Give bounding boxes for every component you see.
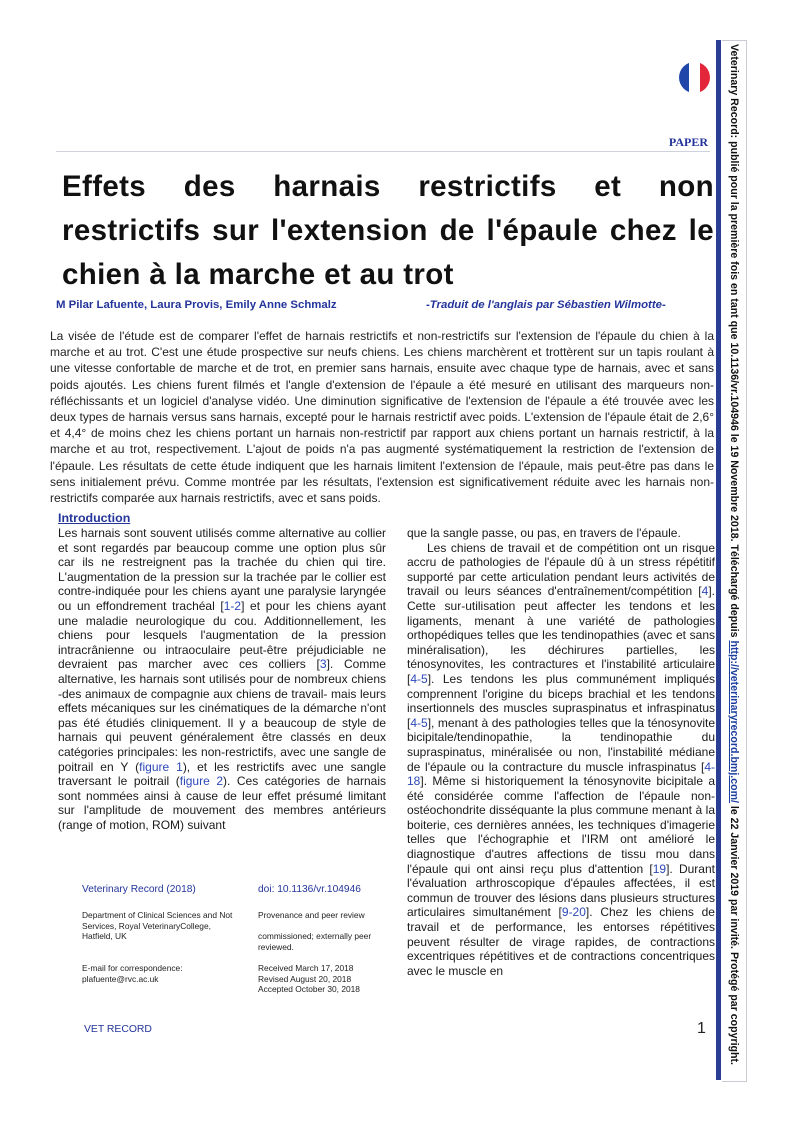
provenance-line: Provenance and peer review bbox=[258, 910, 365, 920]
text-run: ]. Comme alternative, les harnais sont utilisés pour de nombreux chiens -des animaux de compagnie aux chiens de travail- mais leurs effets mécaniques sur les cinématiques de la démarche n'ont pas été étudiés cliniquement. Il y a beaucoup de style de harnais qui peuvent généralement être classés en deux catégories principales: les non-restrictifs, avec une sangle de poitrail en Y ( bbox=[58, 657, 386, 774]
reference-link[interactable]: 4-18 bbox=[407, 759, 715, 789]
affiliation-line: Department of Clinical Sciences and Not bbox=[82, 910, 233, 920]
reference-link[interactable]: 3 bbox=[319, 657, 327, 672]
date-accepted: Accepted October 30, 2018 bbox=[258, 984, 360, 994]
header-divider bbox=[56, 151, 710, 152]
reference-link[interactable]: 19 bbox=[652, 861, 667, 876]
text-run: ]. Même si historiquement la ténosynovite bicipitale a été considérée comme l'affection de l'épaule non-ostéochondrite disséquante la plus commune menant à la boiterie, ces dernières années, les techniques d'imagerie telles que l'échographie et l'IRM ont amélioré le diagnostique d'autres affections de tissu mou dans l'épaule qui ont ainsi reçu plus d'attention [ bbox=[407, 774, 715, 876]
text-run: ]. Chez les chiens de travail et de performance, les entorses répétitives peuvent résulter de virage rapides, de contractions excentriques répétitives et de contractions concentriques avec le muscle en bbox=[407, 905, 715, 978]
body-column-right bbox=[407, 526, 715, 978]
doi[interactable]: doi: 10.1136/vr.104946 bbox=[258, 884, 361, 895]
figure-link[interactable]: figure 2 bbox=[179, 774, 223, 789]
reference-link[interactable]: 4-5 bbox=[410, 671, 428, 686]
text-run: ]. Cette sur-utilisation peut affecter les tendons et les ligaments, menant à une variété de pathologies orthopédiques telles que les tendinopathies (avec et sans minéralisation), les déchirures partielles, les ténosynovites, les contractures et l'instabilité articulaire [ bbox=[407, 584, 715, 686]
text-run: Les harnais sont souvent utilisés comme alternative au collier et sont regardés par beaucoup comme une option plus sûr car ils ne restreignent pas la trachée du chien qui tire. L'augmentation de la pression sur la trachée par le collier est contre-indiquée pour les chiens ayant une paralysie laryngée ou un effondrement trachéal [ bbox=[58, 526, 386, 613]
text-run: ] et pour les chiens ayant une maladie neurologique du cou. Additionnellement, les chiens pour lesquels l'augmentation de la pression intracrânienne ou intraoculaire peut-être préjudiciable ne devraient pas marcher avec ces colliers [ bbox=[58, 598, 386, 672]
provenance-note bbox=[258, 910, 398, 952]
paragraph bbox=[58, 526, 386, 832]
text-run: ]. Les tendons les plus communément impliqués comprennent l'origine du biceps brachial et les tendons insertionnels des muscles supraspinatus et infraspinatus [ bbox=[407, 671, 715, 730]
reference-link[interactable]: 4-5 bbox=[410, 715, 428, 730]
figure-link[interactable]: figure 1 bbox=[139, 759, 183, 774]
affiliation bbox=[82, 910, 252, 942]
journal-website-link[interactable]: http://veterinaryrecord.bmj.com/ bbox=[728, 640, 740, 803]
paragraph bbox=[407, 541, 715, 979]
text-run: ), et les restrictifs avec une sangle traversant le poitrail ( bbox=[58, 759, 386, 789]
publication-notice-text: Veterinary Record: publié pour la première fois en tant que 10.1136/vr.104946 le 19 Novembre 2018. Téléchargé depuis bbox=[728, 44, 740, 641]
reference-link[interactable]: 1-2 bbox=[223, 598, 242, 613]
text-run: ]. Durant l'évaluation arthroscopique d'épaules affectées, il est commun de trouver des lésions dans plusieurs structures articulaires simultanément [ bbox=[407, 861, 715, 920]
reference-link[interactable]: 4 bbox=[701, 584, 709, 599]
publication-notice bbox=[722, 44, 740, 1074]
correspondence bbox=[82, 963, 252, 984]
translator-credit: -Traduit de l'anglais par Sébastien Wilmotte- bbox=[426, 299, 666, 311]
manuscript-dates bbox=[258, 963, 398, 995]
french-flag-icon bbox=[679, 62, 710, 93]
text-run: ). Ces catégories de harnais sont nommées ainsi à cause de leur effet présumé limitant sur l'amplitude de mouvement des membres antérieurs (range of motion, ROM) suivant bbox=[58, 774, 386, 832]
correspondence-label: E-mail for correspondence: bbox=[82, 963, 183, 973]
text-run: Les chiens de travail et de compétition ont un risque accru de pathologies de l'épaule dû à un stress répétitif supporté par cette articulation pendant leurs activités de travail ou leurs séances d'entraînement/compétition [ bbox=[407, 540, 715, 599]
date-revised: Revised August 20, 2018 bbox=[258, 973, 352, 984]
journal-citation: Veterinary Record (2018) bbox=[82, 884, 196, 895]
section-tag: PAPER bbox=[668, 135, 708, 149]
author-list: M Pilar Lafuente, Laura Provis, Emily Anne Schmalz bbox=[56, 299, 337, 311]
body-column-left bbox=[58, 526, 386, 832]
affiliation-line: Services, Royal VeterinaryCollege, bbox=[82, 920, 211, 931]
page-number: 1 bbox=[697, 1020, 706, 1037]
article-title: Effets des harnais restrictifs et non restrictifs sur l'extension de l'épaule chez le chien à la marche et au trot bbox=[62, 170, 714, 291]
reference-link[interactable]: 9-20 bbox=[561, 905, 586, 920]
provenance-line: reviewed. bbox=[258, 941, 294, 952]
flag-stripe-blue bbox=[679, 62, 689, 93]
correspondence-email[interactable]: plafuente@rvc.ac.uk bbox=[82, 973, 159, 984]
paragraph: que la sangle passe, ou pas, en travers de l'épaule. bbox=[407, 526, 681, 540]
publication-notice-tail: le 22 Janvier 2019 par invité. Protégé par copyright. bbox=[728, 802, 740, 1065]
provenance-line bbox=[258, 921, 398, 932]
date-received: Received March 17, 2018 bbox=[258, 963, 354, 973]
flag-stripe-white bbox=[689, 62, 699, 93]
section-heading-introduction: Introduction bbox=[58, 511, 131, 525]
text-run: ], menant à des pathologies telles que la ténosynovite bicipitale/tendinopathie, la tendinopathie du supraspinatus, minéralisée ou non, l'instabilité médiane de l'épaule ou la contracture du muscle infraspinatus [ bbox=[407, 715, 715, 774]
footer-journal: VET RECORD bbox=[84, 1024, 152, 1035]
abstract: La visée de l'étude est de comparer l'effet de harnais restrictifs et non-restrictifs sur l'extension de l'épaule du chien à la marche et au trot. C'est une étude prospective sur neufs chiens. Les chiens marchèrent et trottèrent sur un tapis roulant à une vitesse confortable de marche et de trot, en premier sans harnais, ensuite avec chaque type de harnais, avec et sans poids ajoutés. Les chiens furent filmés et l'angle d'extension de l'épaule a été mesuré en utilisant des marqueurs non-réfléchissants et un logiciel d'analyse vidéo. Une diminution significative de l'extension de l'épaule a été trouvée avec les deux types de harnais versus sans harnais, excepté pour le harnais restrictif avec poids. L'extension de l'épaule était de 2,6° et 4,4° de moins chez les chiens portant un harnais non-restrictif par rapport aux chiens portant un harnais restrictif, à la marche et au trot, respectivement. L'ajout de poids n'a pas augmenté systématiquement la restriction de l'extension de l'épaule. Les résultats de cette étude indiquent que les harnais limitent l'extension de l'épaule, mais peut-être pas dans le sens initialement prévu. Comme montrée par les résultats, l'extension est significativement réduite avec les harnais non-restrictifs comparée aux harnais restrictifs, avec et sans poids. bbox=[50, 329, 714, 506]
affiliation-line: Hatfield, UK bbox=[82, 931, 127, 941]
sidebar-accent-bar bbox=[716, 40, 721, 1080]
flag-stripe-red bbox=[700, 62, 710, 93]
provenance-line: commissioned; externally peer bbox=[258, 931, 372, 941]
